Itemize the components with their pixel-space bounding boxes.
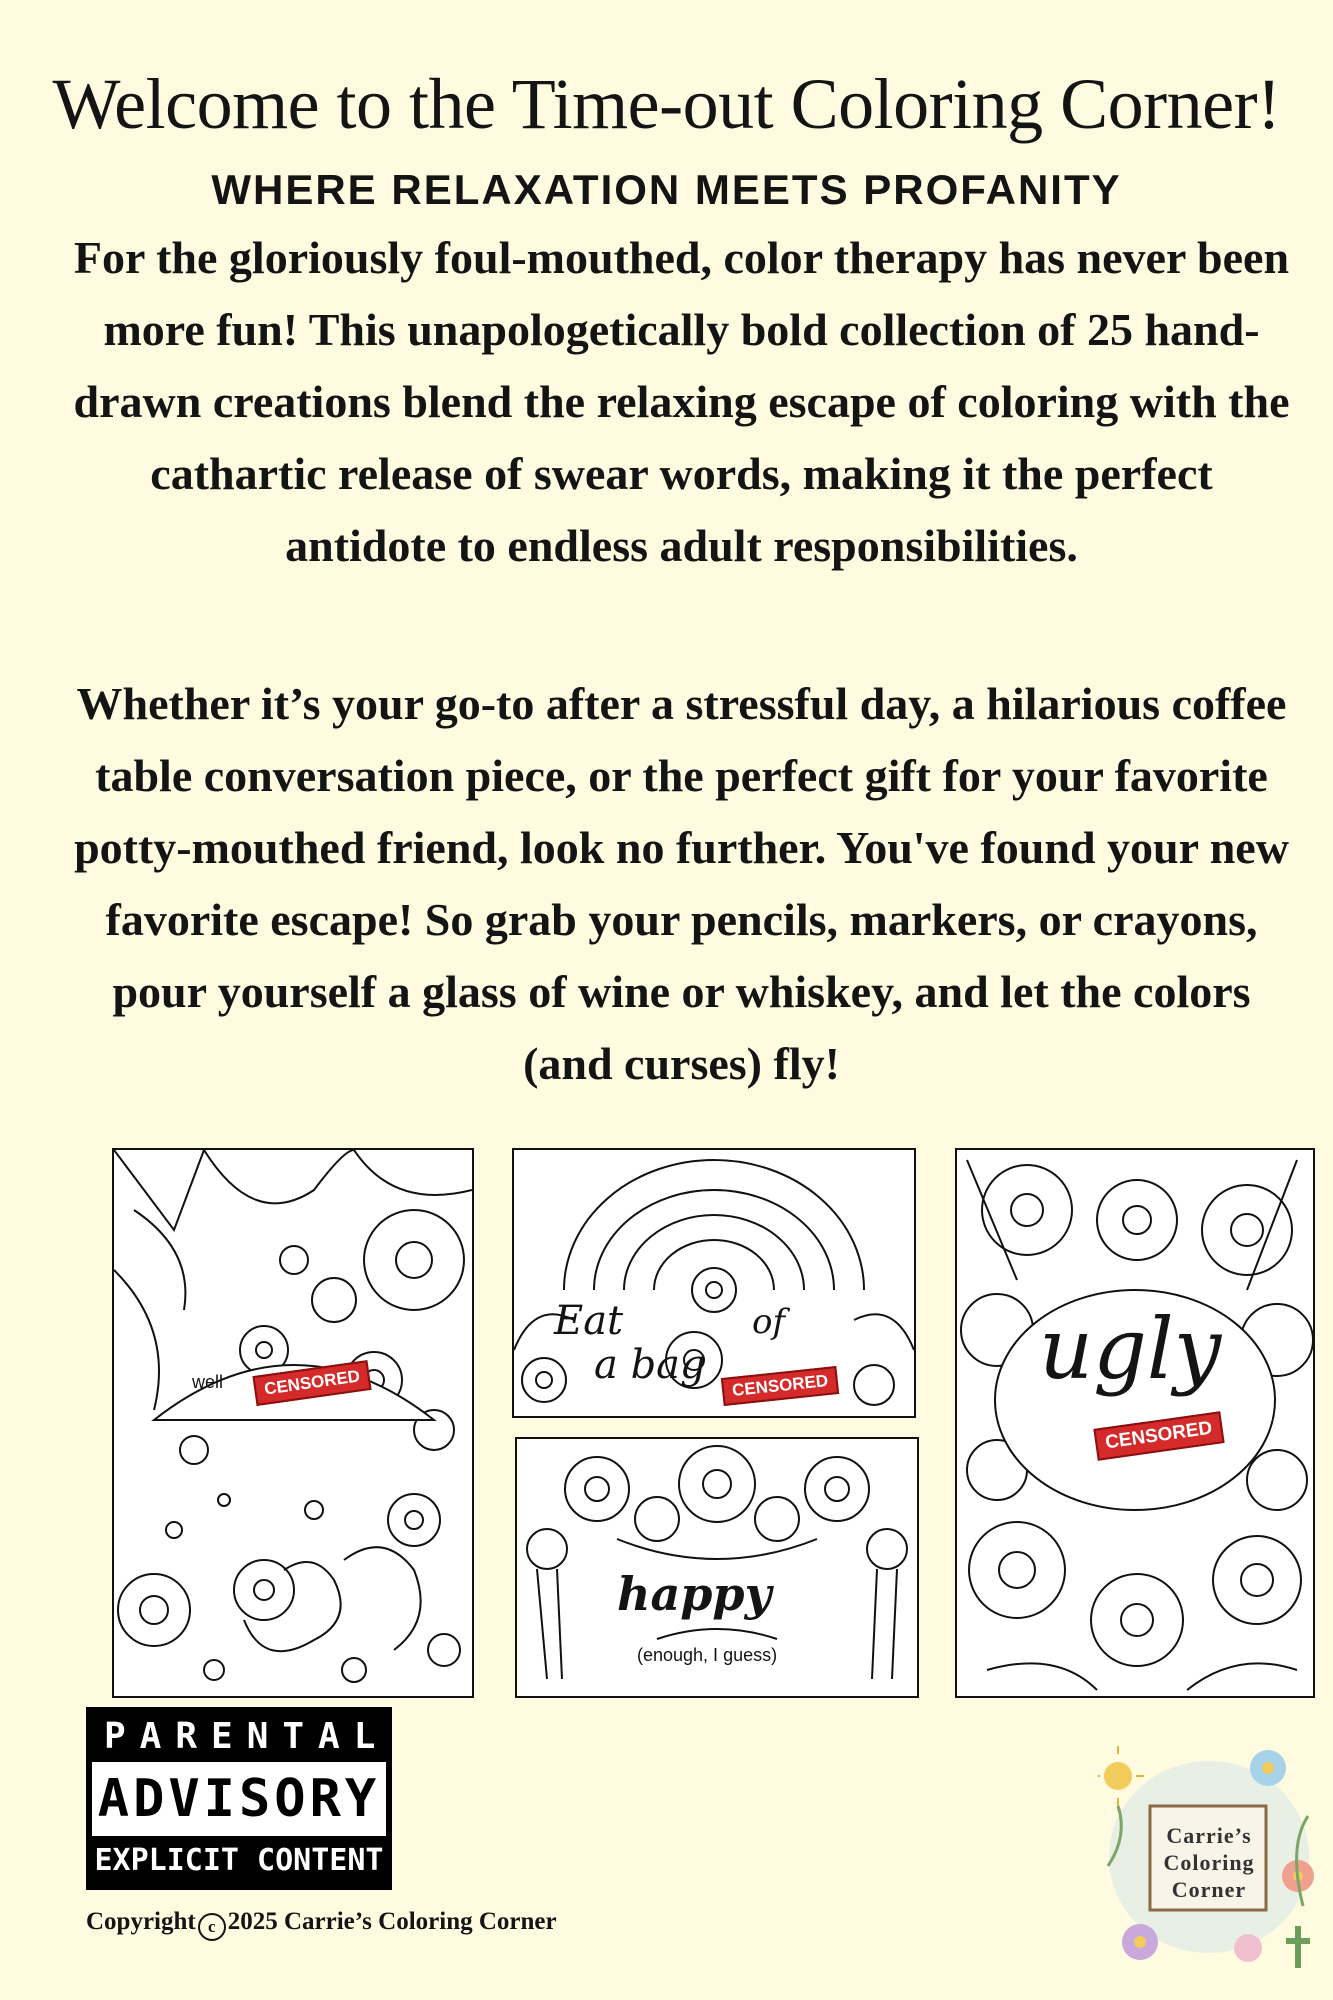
censored-stamp-4: CENSORED (1093, 1411, 1224, 1460)
page2-line1: Eat (554, 1298, 624, 1344)
description-paragraph-1: For the gloriously foul-mouthed, color therapy has never been more fun! This unapologetically bold collection of 25 hand-drawn creations blend the relaxing escape of coloring with the cathartic release of swear words, making it the perfect antidote to endless adult responsibilities. (73, 232, 1290, 571)
page-title: Welcome to the Time-out Coloring Corner! (52, 64, 1281, 144)
page3-caption: happy (617, 1567, 772, 1621)
logo-line2: Coloring (1163, 1850, 1255, 1875)
page2-line2: a bag (594, 1342, 706, 1388)
copyright-text: 2025 Carrie’s Coloring Corner (227, 1908, 557, 1935)
advisory-bottom: EXPLICIT CONTENT (94, 1843, 384, 1878)
page2-line3: of (752, 1302, 786, 1342)
copyright-line (86, 1908, 557, 1941)
advisory-middle: ADVISORY (92, 1762, 386, 1836)
floral-drawing-1 (114, 1150, 472, 1696)
logo-text (1155, 1822, 1263, 1903)
description-paragraph-2: Whether it’s your go-to after a stressful day, a hilarious coffee table conversation piece, or the perfect gift for your favorite potty-mouthed friend, look no further. You've found your new favorite escape! So grab your pencils, markers, or crayons, pour yourself a glass of wine or whiskey, and let the colors (and curses) fly! (74, 678, 1289, 1089)
advisory-top: PARENTAL (104, 1716, 390, 1757)
censored-stamp-2: CENSORED (721, 1366, 840, 1406)
page3-subcaption: (enough, I guess) (637, 1645, 778, 1665)
sample-page-well (112, 1148, 474, 1698)
copyright-symbol: c (198, 1913, 226, 1941)
parental-advisory-label (86, 1707, 392, 1890)
page4-caption: ugly (1039, 1300, 1222, 1398)
logo-line3: Corner (1171, 1877, 1247, 1902)
sample-page-happy (515, 1437, 919, 1698)
sample-page-eat-a-bag (512, 1148, 916, 1418)
subtitle: WHERE RELAXATION MEETS PROFANITY (211, 166, 1122, 213)
logo-line1: Carrie’s (1166, 1823, 1252, 1848)
sample-page-ugly (955, 1148, 1315, 1698)
censored-stamp-1: CENSORED (252, 1360, 371, 1406)
mandala-drawing (514, 1150, 914, 1416)
page1-caption: well (192, 1372, 224, 1392)
copyright-prefix: Copyright (86, 1908, 196, 1935)
